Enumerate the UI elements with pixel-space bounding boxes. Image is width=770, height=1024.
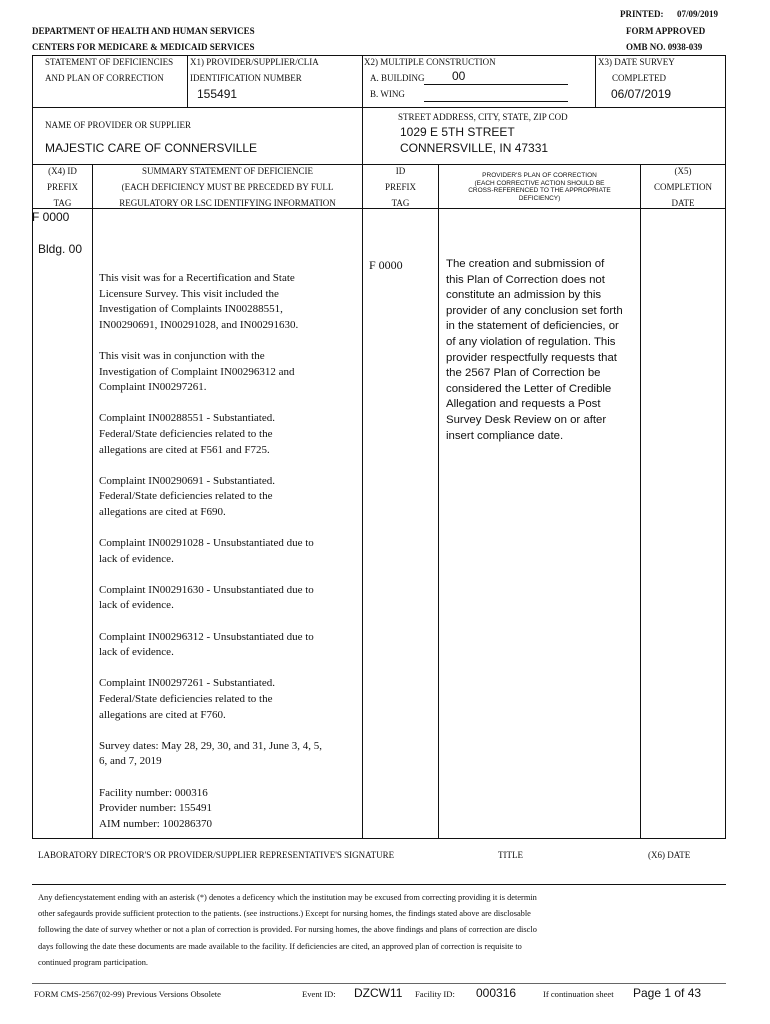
centers-name: CENTERS FOR MEDICARE & MEDICAID SERVICES	[32, 42, 255, 52]
summary-line: Complaint IN00291028 - Unsubstantiated due to	[99, 537, 314, 550]
correction-line: constitute an admission by this	[446, 289, 602, 302]
summary-line: Provider number: 155491	[99, 802, 213, 815]
rule	[362, 164, 363, 839]
col-id-header: ID PREFIX TAG	[384, 166, 416, 208]
correction-line: of any violation of regulation. This	[446, 335, 616, 348]
rule	[32, 983, 726, 984]
rule	[640, 164, 641, 839]
disclaimer-line: days following the date these documents are made available to the facility. If deficiencies are cited, an approved plan of correction is requisite to	[38, 941, 522, 951]
summary-line: Complaint IN00288551 - Substantiated.	[99, 412, 275, 425]
statement-label-2: AND PLAN OF CORRECTION	[45, 73, 164, 83]
summary-line: 6, and 7, 2019	[99, 755, 162, 768]
rule	[725, 164, 726, 839]
x6-date-label: (X6) DATE	[648, 850, 691, 860]
continuation-label: If continuation sheet	[543, 989, 614, 999]
summary-line: Licensure Survey. This visit included the	[99, 287, 279, 300]
summary-line: Complaint IN00297261 - Substantiated.	[99, 677, 275, 690]
statement-label: STATEMENT OF DEFICIENCIES	[45, 57, 174, 67]
summary-line: Complaint IN00296312 - Unsubstantiated due to	[99, 630, 314, 643]
summary-line: Federal/State deficiencies related to the	[99, 693, 273, 706]
summary-line: allegations are cited at F760.	[99, 708, 226, 721]
provider-name-label: NAME OF PROVIDER OR SUPPLIER	[45, 120, 192, 130]
wing-underline	[424, 101, 568, 102]
col-x4-header: (X4) ID PREFIX TAG	[46, 166, 78, 208]
summary-line: Investigation of Complaints IN00288551,	[99, 303, 283, 316]
department-name: DEPARTMENT OF HEALTH AND HUMAN SERVICES	[32, 26, 255, 36]
summary-line: This visit was for a Recertification and State	[99, 272, 295, 284]
summary-line: Survey dates: May 28, 29, 30, and 31, June 3, 4, 5,	[99, 739, 323, 752]
disclaimer	[38, 890, 726, 971]
summary-line: Complaint IN00297261.	[99, 381, 207, 394]
rule	[32, 164, 33, 839]
left-tag: F 0000	[32, 210, 70, 224]
summary-line: This visit was in conjunction with the	[99, 349, 265, 362]
plan-of-correction	[446, 257, 638, 444]
event-id-label: Event ID:	[302, 989, 336, 999]
rule	[32, 884, 726, 885]
x3-label: X3) DATE SURVEY	[598, 57, 675, 67]
correction-line: Allegation and requests a Post	[446, 398, 601, 411]
wing-label: B. WING	[370, 89, 405, 99]
summary-line: Federal/State deficiencies related to the	[99, 427, 273, 440]
form-approved: FORM APPROVED	[626, 26, 706, 36]
rule	[92, 164, 93, 839]
signature-label: LABORATORY DIRECTOR'S OR PROVIDER/SUPPLIER REPRESENTATIVE'S SIGNATURE	[38, 850, 395, 860]
summary-paragraph	[99, 739, 361, 770]
summary-line: Complaint IN00290691 - Substantiated.	[99, 474, 275, 487]
summary-line: Facility number: 000316	[99, 786, 208, 799]
summary-paragraph	[99, 786, 361, 833]
summary-paragraph	[99, 349, 361, 396]
x1-label: X1) PROVIDER/SUPPLIER/CLIA	[190, 57, 319, 67]
summary-line: lack of evidence.	[99, 599, 174, 612]
correction-line: insert compliance date.	[446, 429, 564, 442]
rule	[187, 55, 188, 108]
rule	[32, 107, 33, 165]
summary-paragraph	[99, 474, 361, 521]
rule	[32, 55, 33, 108]
correction-line: this Plan of Correction does not	[446, 273, 605, 286]
summary-statement	[99, 271, 361, 848]
col-plan-header: PROVIDER'S PLAN OF CORRECTION (EACH CORRECTIVE ACTION SHOULD BE CROSS-REFERENCED TO THE APPROPRIATE DEFICIENCY)	[468, 172, 611, 202]
form-number: FORM CMS-2567(02-99) Previous Versions Obsolete	[34, 989, 221, 999]
summary-line: Complaint IN00291630 - Unsubstantiated due to	[99, 583, 314, 596]
x2-label: X2) MULTIPLE CONSTRUCTION	[364, 57, 496, 67]
summary-line: Federal/State deficiencies related to the	[99, 490, 273, 503]
x1-label-2: IDENTIFICATION NUMBER	[190, 73, 302, 83]
address-line-2: CONNERSVILLE, IN 47331	[400, 141, 549, 155]
survey-completed-date: 06/07/2019	[611, 87, 672, 101]
building-underline	[424, 84, 568, 85]
disclaimer-line: following the date of survey whether or not a plan of correction is provided. For nursing homes, the above findings and plans of correction are disclo	[38, 925, 537, 935]
correction-line: provider of any conclusion set forth	[446, 304, 623, 317]
summary-paragraph	[99, 536, 361, 567]
summary-paragraph	[99, 630, 361, 661]
address-label: STREET ADDRESS, CITY, STATE, ZIP COD	[398, 112, 568, 122]
facility-id-value: 000316	[476, 986, 517, 1000]
provider-name-value: MAJESTIC CARE OF CONNERSVILLE	[45, 141, 258, 155]
col-x5-header: (X5) COMPLETION DATE	[654, 166, 712, 208]
facility-id-label: Facility ID:	[415, 989, 455, 999]
x3-label-2: COMPLETED	[612, 73, 666, 83]
summary-line: IN00290691, IN00291028, and IN00291630.	[99, 318, 299, 331]
correction-line: provider respectfully requests that	[446, 351, 617, 364]
title-label: TITLE	[498, 850, 523, 860]
building-label: A. BUILDING	[370, 73, 425, 83]
rule	[725, 55, 726, 165]
building-tag: Bldg. 00	[38, 242, 83, 256]
rule	[362, 107, 726, 108]
summary-line: lack of evidence.	[99, 552, 174, 565]
disclaimer-line: Any defiencystatement ending with an asterisk (*) denotes a deficency which the institution may be excused from correcting providing it is determin	[38, 893, 537, 902]
summary-line: allegations are cited at F561 and F725.	[99, 443, 270, 456]
omb-number: OMB NO. 0938-039	[626, 42, 703, 52]
disclaimer-line: continued program participation.	[38, 957, 149, 967]
correction-line: The creation and submission of	[446, 258, 605, 270]
summary-paragraph	[99, 583, 361, 614]
building-value: 00	[452, 69, 466, 83]
rule	[362, 55, 363, 165]
rule	[32, 55, 726, 56]
correction-line: Survey Desk Review on or after	[446, 413, 607, 426]
rule	[595, 55, 596, 108]
page-number: Page 1 of 43	[633, 986, 702, 1000]
summary-paragraph	[99, 676, 361, 723]
correction-line: considered the Letter of Credible	[446, 382, 612, 395]
rule	[32, 107, 362, 108]
provider-id-value: 155491	[197, 87, 238, 101]
printed-label: PRINTED:	[620, 9, 664, 19]
disclaimer-line: other safegaurds provide sufficient protection to the patients. (see instructions.) Except for nursing homes, the findings stated above are disclosable	[38, 909, 531, 919]
right-tag: F 0000	[369, 258, 403, 272]
summary-line: lack of evidence.	[99, 646, 174, 659]
col-summary-header: SUMMARY STATEMENT OF DEFICIENCIE (EACH DEFICIENCY MUST BE PRECEDED BY FULL REGULATORY OR LSC IDENTIFYING INFORMATION	[119, 166, 336, 208]
correction-line: the 2567 Plan of Correction be	[446, 367, 601, 380]
rule	[438, 164, 439, 839]
summary-line: allegations are cited at F690.	[99, 505, 226, 518]
event-id-value: DZCW11	[354, 986, 403, 1000]
summary-paragraph	[99, 271, 361, 333]
address-line-1: 1029 E 5TH STREET	[400, 125, 515, 139]
printed-date: 07/09/2019	[677, 9, 719, 19]
correction-line: in the statement of deficiencies, or	[446, 320, 619, 333]
summary-line: Investigation of Complaint IN00296312 and	[99, 365, 295, 378]
summary-paragraph	[99, 411, 361, 458]
summary-line: AIM number: 100286370	[99, 817, 213, 830]
